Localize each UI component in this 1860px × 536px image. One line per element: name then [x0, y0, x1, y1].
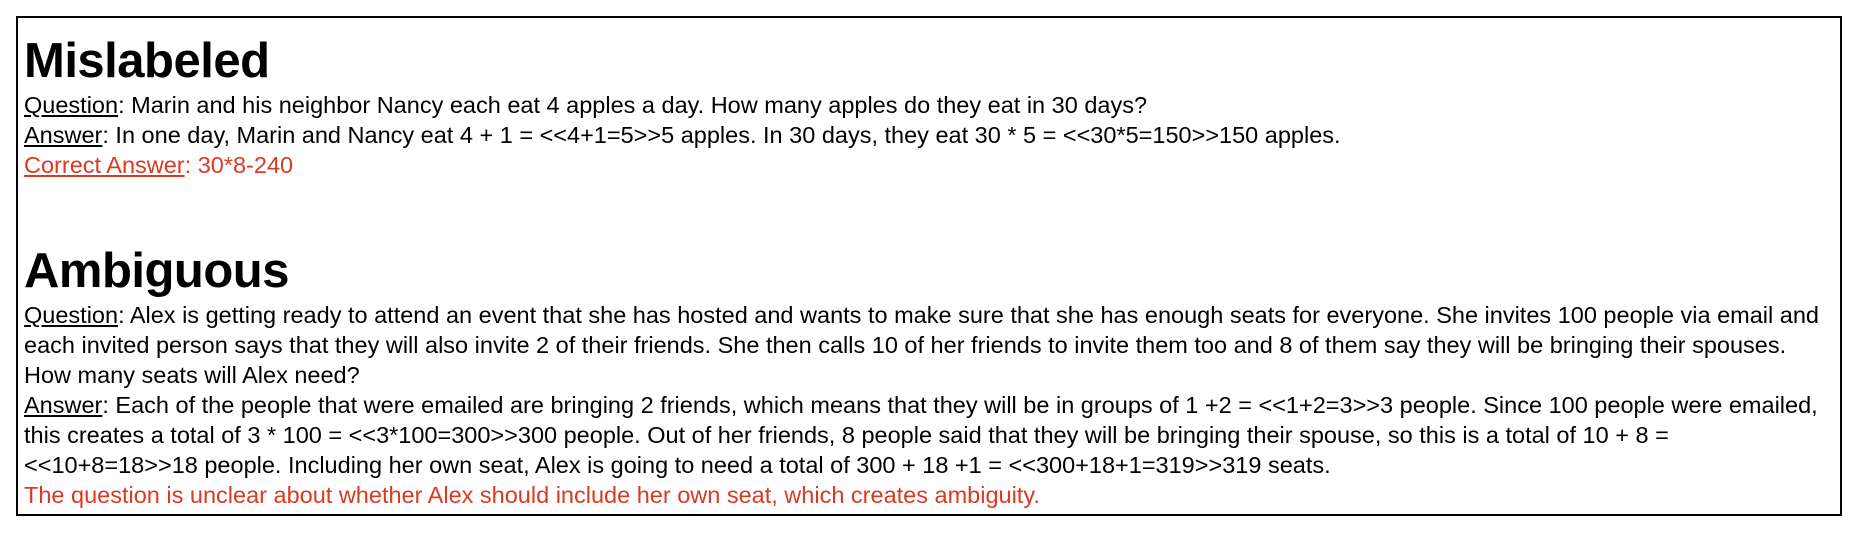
question-label: Question — [24, 302, 119, 328]
answer-text: : In one day, Marin and Nancy eat 4 + 1 = <<4+1=5>>5 apples. In 30 days, they eat 30 * 5 = <<30*5=150>>150 apples. — [102, 122, 1341, 148]
content-frame — [16, 16, 1842, 516]
mislabeled-section — [24, 32, 1828, 180]
question-text: : Marin and his neighbor Nancy each eat 4 apples a day. How many apples do they eat in 30 days? — [118, 92, 1148, 118]
answer-text: : Each of the people that were emailed are bringing 2 friends, which means that they will be in groups of 1 +2 = <<1+2=3>>3 people. Since 100 people were emailed, this creates a total of 3 * 100 = <<3*100=300>>300 people. Out of her friends, 8 people said that they will be bringing their spouse, so this is a total of 10 + 8 = <<10+8=18>>18 people. Including her own seat, Alex is going to need a total of 300 + 18 +1 = <<300+18+1=319>>319 seats. — [24, 392, 1818, 478]
mislabeled-correct-answer — [24, 150, 1828, 180]
answer-label: Answer — [24, 392, 103, 418]
ambiguous-section — [24, 242, 1828, 510]
mislabeled-answer — [24, 120, 1828, 150]
ambiguity-note: The question is unclear about whether Alex should include her own seat, which creates ambiguity. — [24, 482, 1040, 508]
ambiguous-answer — [24, 390, 1828, 480]
question-text: : Alex is getting ready to attend an event that she has hosted and wants to make sure that she has enough seats for everyone. She invites 100 people via email and each invited person says that they will also invite 2 of their friends. She then calls 10 of her friends to invite them too and 8 of them say they will be bringing their spouses. How many seats will Alex need? — [24, 302, 1819, 388]
mislabeled-heading: Mislabeled — [24, 34, 270, 88]
mislabeled-question — [24, 90, 1828, 120]
ambiguous-heading: Ambiguous — [24, 244, 289, 298]
question-label: Question — [24, 92, 119, 118]
correct-answer-text: : 30*8-240 — [184, 152, 294, 178]
answer-label: Answer — [24, 122, 103, 148]
ambiguous-question — [24, 300, 1828, 390]
correct-answer-label: Correct Answer — [24, 152, 185, 178]
